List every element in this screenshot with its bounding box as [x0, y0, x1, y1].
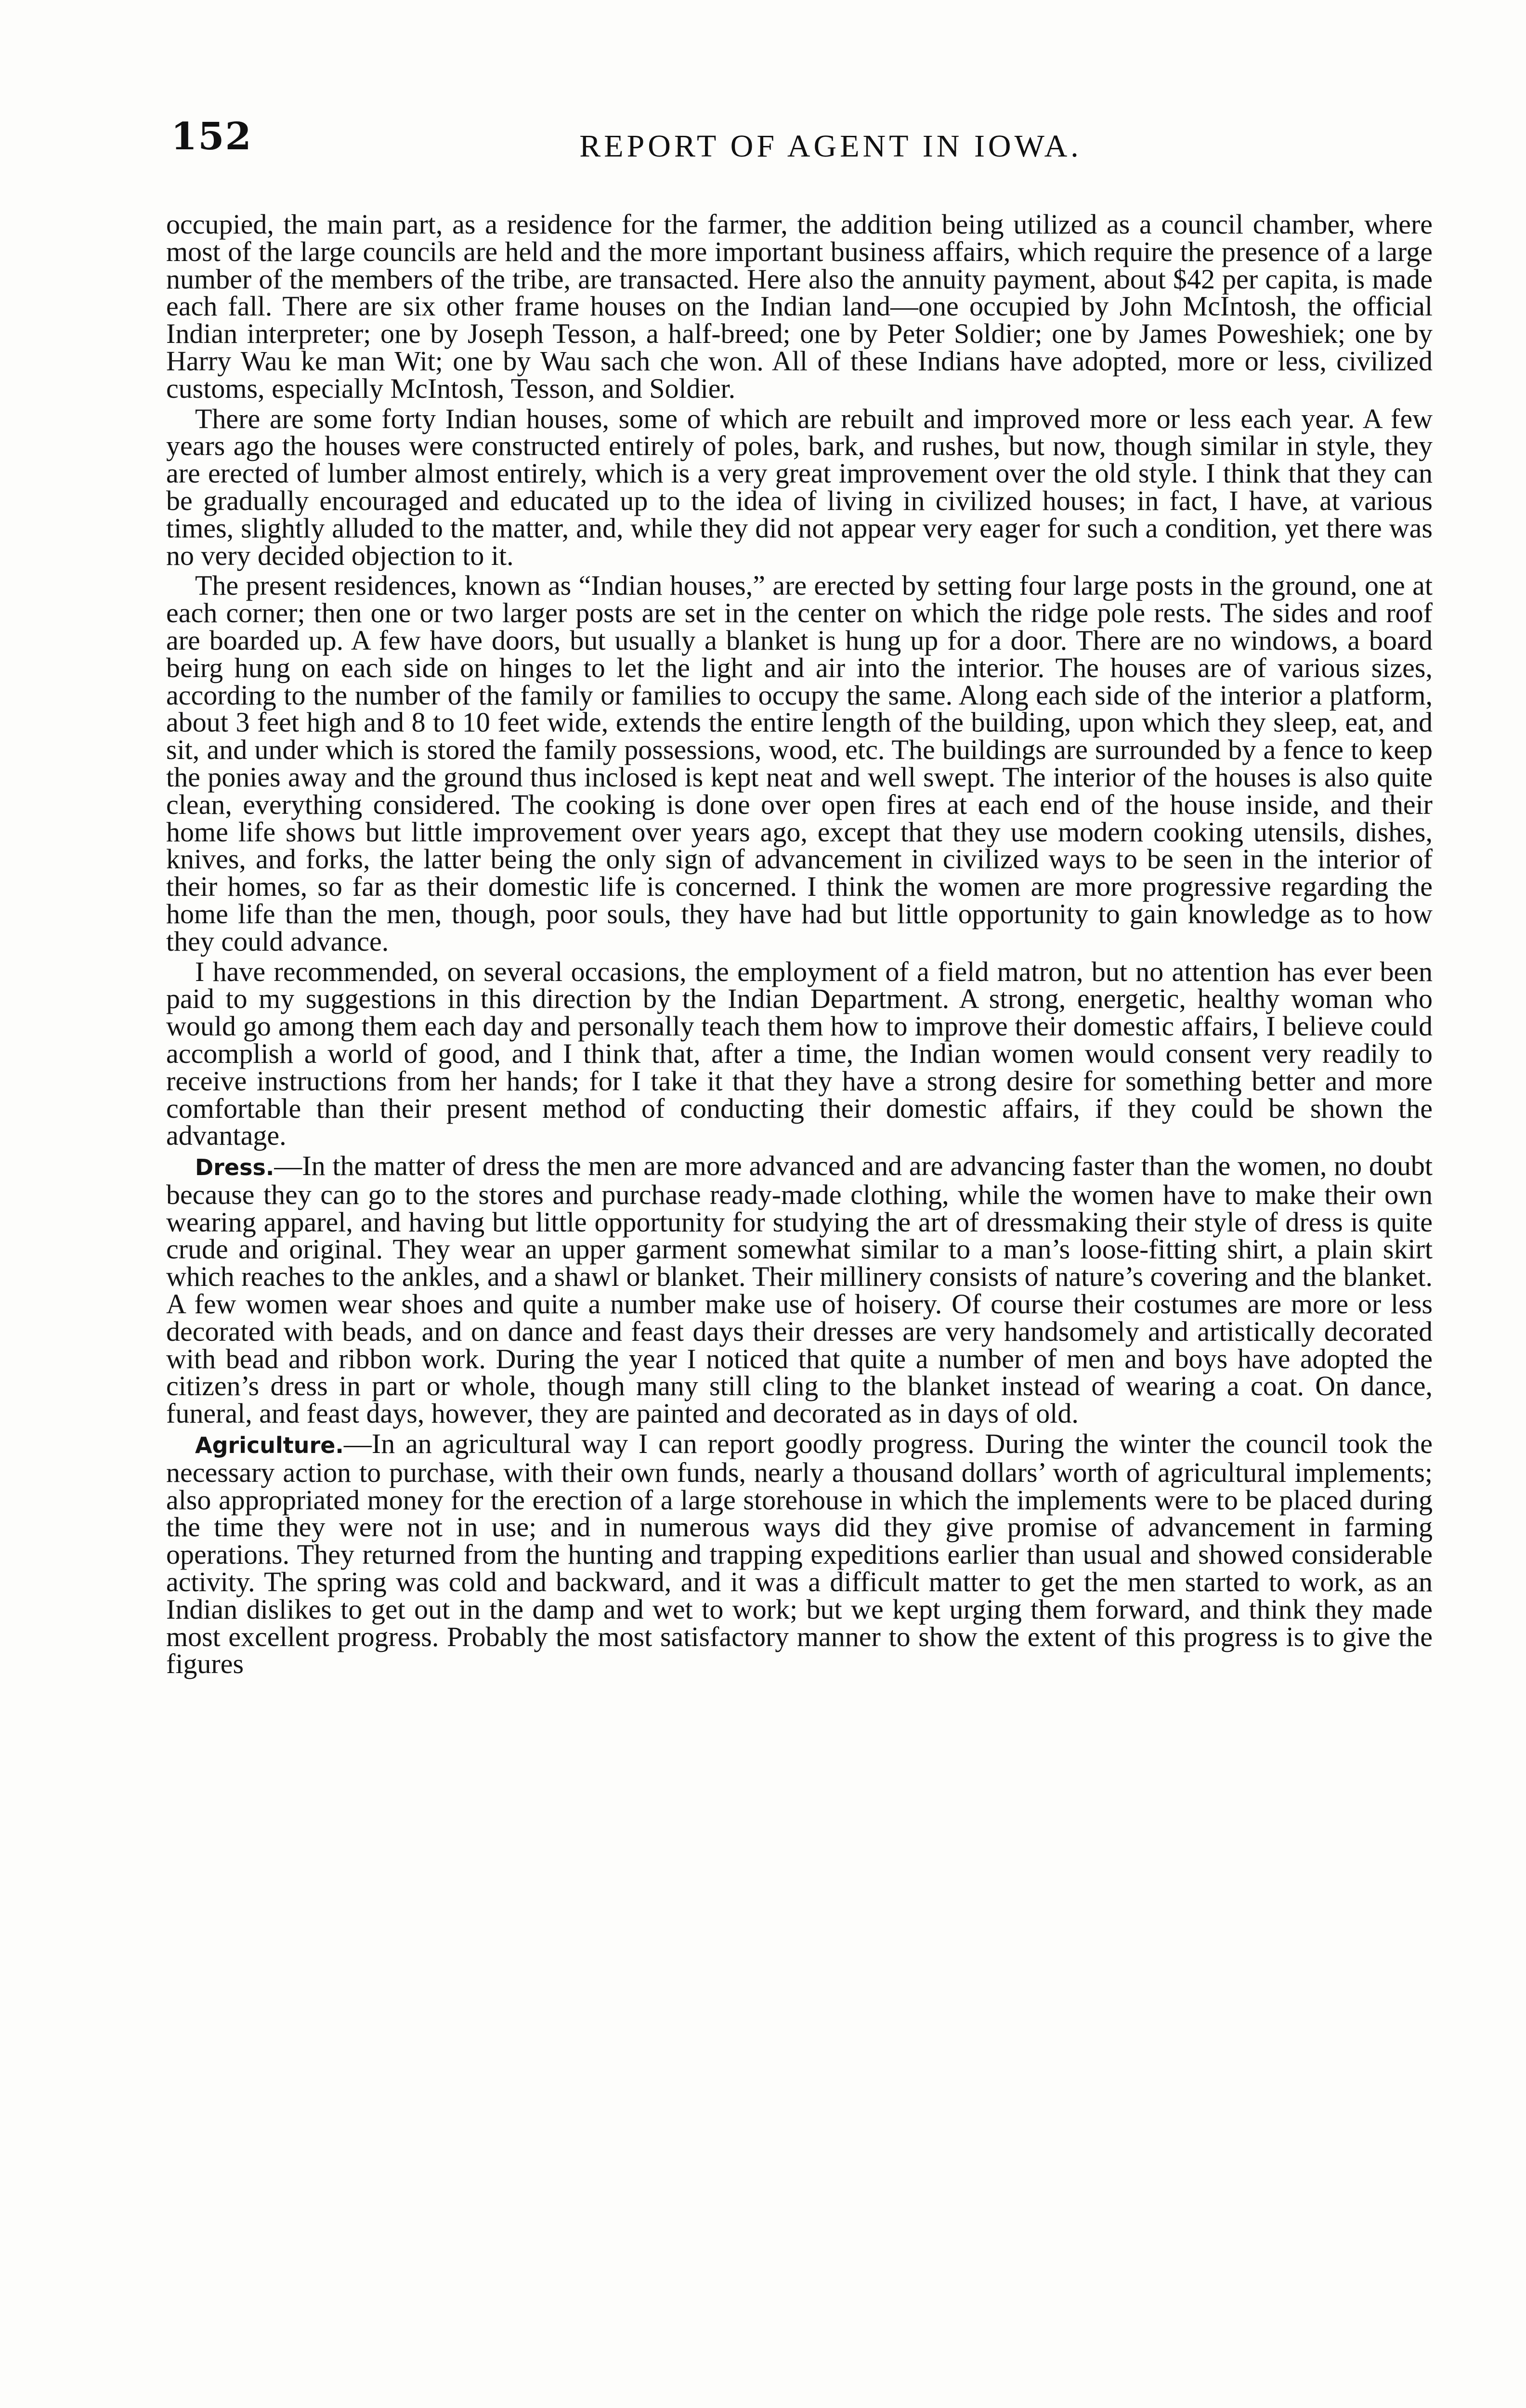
paragraph-dress [166, 1152, 1433, 1427]
paragraph-agriculture [166, 1430, 1433, 1678]
paragraph-text: occupied, the main part, as a residence for the farmer, the addition being utilized as a council chamber, where most of the large councils are held and the more important business affairs, which require the presence of a large number of the members of the tribe, are transacted. Here also the annuity payment, about $42 per capita, is made each fall. There are six other frame houses on the Indian land—one occupied by John McIntosh, the official Indian interpreter; one by Joseph Tesson, a half-breed; one by Peter Soldier; one by James Poweshiek; one by Harry Wau ke man Wit; one by Wau sach che won. All of these Indians have adopted, more or less, civilized customs, especially McIntosh, Tesson, and Soldier. [166, 209, 1433, 404]
paragraph-text: I have recommended, on several occasions, the employment of a field matron, but no attention has ever been paid to my suggestions in this direction by the Indian Department. A strong, energetic, healthy woman who would go among them each day and personally teach them how to improve their domestic affairs, I believe could accomplish a world of good, and I think that, after a time, the Indian women would consent very readily to receive instructions from her hands; for I take it that they have a strong desire for something better and more comfortable than their present method of conducting their domestic affairs, if they could be shown the advantage. [166, 955, 1433, 1152]
paragraph [166, 572, 1433, 955]
body-text [166, 211, 1433, 1681]
paragraph-text: The present residences, known as “Indian houses,” are erected by setting four large posts in the ground, one at each corner; then one or two larger posts are set in the center on which the ridge pole rests. The sides and roof are boarded up. A few have doors, but usually a blanket is hung up for a door. There are no windows, a board beirg hung on each side on hinges to let the light and air into the interior. The houses are of various sizes, according to the number of the family or families to occupy the same. Along each side of the interior a platform, about 3 feet high and 8 to 10 feet wide, extends the entire length of the building, upon which they sleep, eat, and sit, and under which is stored the family possessions, wood, etc. The buildings are surrounded by a fence to keep the ponies away and the ground thus inclosed is kept neat and well swept. The interior of the houses is also quite clean, everything considered. The cooking is done over open fires at each end of the house inside, and their home life shows but little improvement over years ago, except that they use modern cooking utensils, dishes, knives, and forks, the latter being the only sign of advancement in civilized ways to be seen in the interior of their homes, so far as their domestic life is concerned. I think the women are more progressive regarding the home life than the men, though, poor souls, they have had but little opportunity to gain knowledge as to how they could advance. [166, 570, 1433, 957]
paragraph-text: There are some forty Indian houses, some of which are rebuilt and improved more or less each year. A few years ago the houses were constructed entirely of poles, bark, and rushes, but now, though similar in style, they are erected of lumber almost entirely, which is a very great improvement over the old style. I think that they can be gradually encouraged and educated up to the idea of living in civilized houses; in fact, I have, at various times, slightly alluded to the matter, and, while they did not appear very eager for such a condition, yet there was no very decided objection to it. [166, 403, 1433, 571]
paragraph-text: —In the matter of dress the men are more advanced and are advancing faster than the women, no doubt because they can go to the stores and purchase ready-made clothing, while the women have to make their own wearing apparel, and having but little opportunity for studying the art of dressmaking their style of dress is quite crude and original. They wear an upper garment somewhat similar to a man’s loose-fitting shirt, a plain skirt which reaches to the ankles, and a shawl or blanket. Their millinery consists of nature’s covering and the blanket. A few women wear shoes and quite a number make use of hoisery. Of course their costumes are more or less decorated with beads, and on dance and feast days their dresses are very handsomely and artistically decorated with bead and ribbon work. During the year I noticed that quite a number of men and boys have adopted the citizen’s dress in part or whole, though many still cling to the blanket instead of wearing a coat. On dance, funeral, and feast days, however, they are painted and decorated as in days of old. [166, 1150, 1433, 1429]
running-head: REPORT OF AGENT IN IOWA. [579, 129, 1082, 164]
page-header [171, 115, 1433, 172]
section-run-in-heading: Dress. [195, 1154, 274, 1181]
section-run-in-heading: Agriculture. [195, 1432, 344, 1459]
page-number: 152 [171, 115, 252, 158]
paragraph [166, 403, 1433, 571]
paragraph-text: —In an agricultural way I can report goodly progress. During the winter the council took the necessary action to purchase, with their own funds, nearly a thousand dollars’ worth of agricultural implements; also appropriated money for the erection of a large storehouse in which the implements were to be placed during the time they were not in use; and in numerous ways did they give promise of advancement in farming operations. They returned from the hunting and trapping expeditions earlier than usual and showed considerable activity. The spring was cold and backward, and it was a difficult matter to get the men started to work, as an Indian dislikes to get out in the damp and wet to work; but we kept urging them forward, and think they made most excellent progress. Probably the most satisfactory manner to show the extent of this progress is to give the figures [166, 1428, 1433, 1680]
paragraph [166, 955, 1433, 1152]
paragraph [166, 211, 1433, 403]
